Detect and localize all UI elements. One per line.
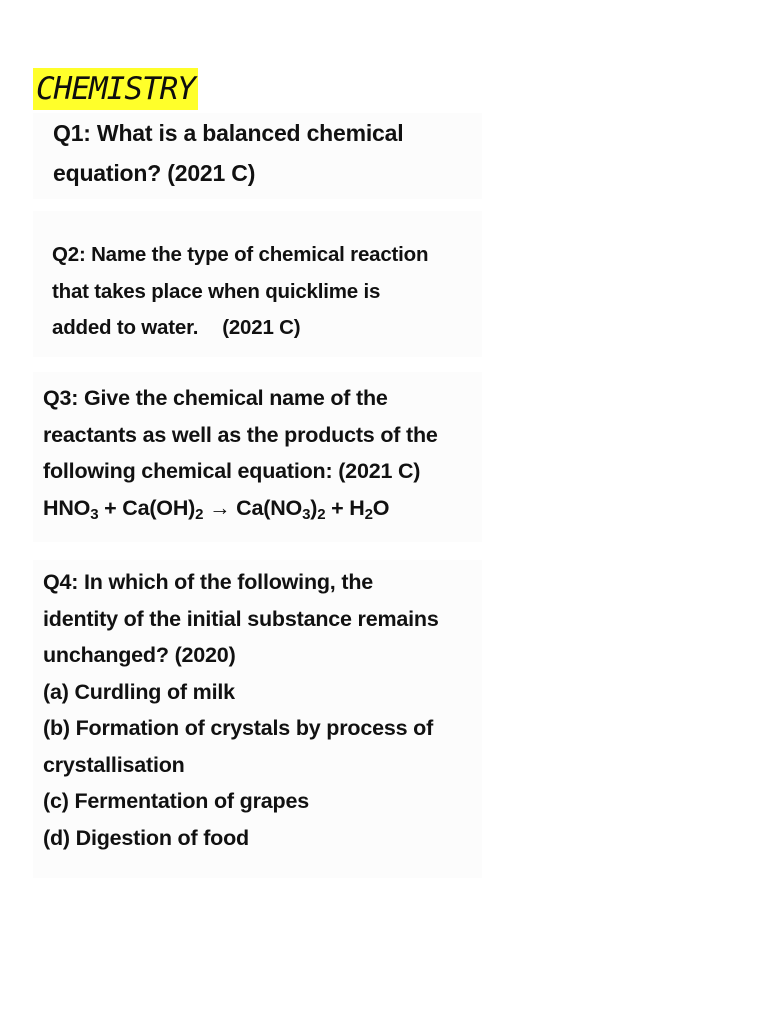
question-3-line-2: reactants as well as the products of the	[43, 422, 438, 447]
question-card-3	[33, 372, 482, 542]
question-1-line-2: equation? (2021 C)	[53, 160, 256, 186]
option-b-continued: crystallisation	[43, 752, 185, 777]
question-2-year-tag: (2021 C)	[222, 316, 301, 339]
option-b: (b) Formation of crystals by process of	[43, 716, 434, 740]
question-1-line-1: Q1: What is a balanced chemical	[53, 120, 404, 146]
question-3-line-1: Q3: Give the chemical name of the	[43, 386, 388, 410]
reaction-arrow-icon: →	[203, 495, 237, 520]
question-2-line-1: Q2: Name the type of chemical reaction	[52, 243, 429, 266]
option-a: (a) Curdling of milk	[43, 679, 235, 704]
reactant-calcium-hydroxide: $Ca(OH)_2$	[122, 495, 204, 523]
reactant-nitric-acid: $HNO_3$	[43, 495, 99, 523]
option-c: (c) Fermentation of grapes	[43, 789, 309, 813]
page-title: CHEMISTRY	[33, 68, 198, 110]
chemical-equation: $HNO_3 + Ca(OH)_2 \to Ca(NO_3)_2 + H_2O$	[43, 495, 390, 523]
question-card-2	[33, 211, 482, 357]
question-2-line-2: that takes place when quicklime is	[52, 279, 381, 303]
question-card-1	[33, 113, 482, 199]
question-4-line-1: Q4: In which of the following, the	[43, 570, 374, 594]
option-d: (d) Digestion of food	[43, 825, 249, 850]
question-3-line-3: following chemical equation: (2021 C)	[43, 459, 421, 483]
product-water: $H_2O$	[349, 495, 390, 523]
question-2-line-3-text: added to water.	[52, 316, 199, 339]
question-4-line-2: identity of the initial substance remains	[43, 606, 439, 631]
question-2-line-3	[52, 310, 482, 347]
product-calcium-nitrate: $Ca(NO_3)_2$	[236, 495, 326, 523]
question-card-4	[33, 560, 482, 878]
question-4-line-3: unchanged? (2020)	[43, 643, 236, 667]
